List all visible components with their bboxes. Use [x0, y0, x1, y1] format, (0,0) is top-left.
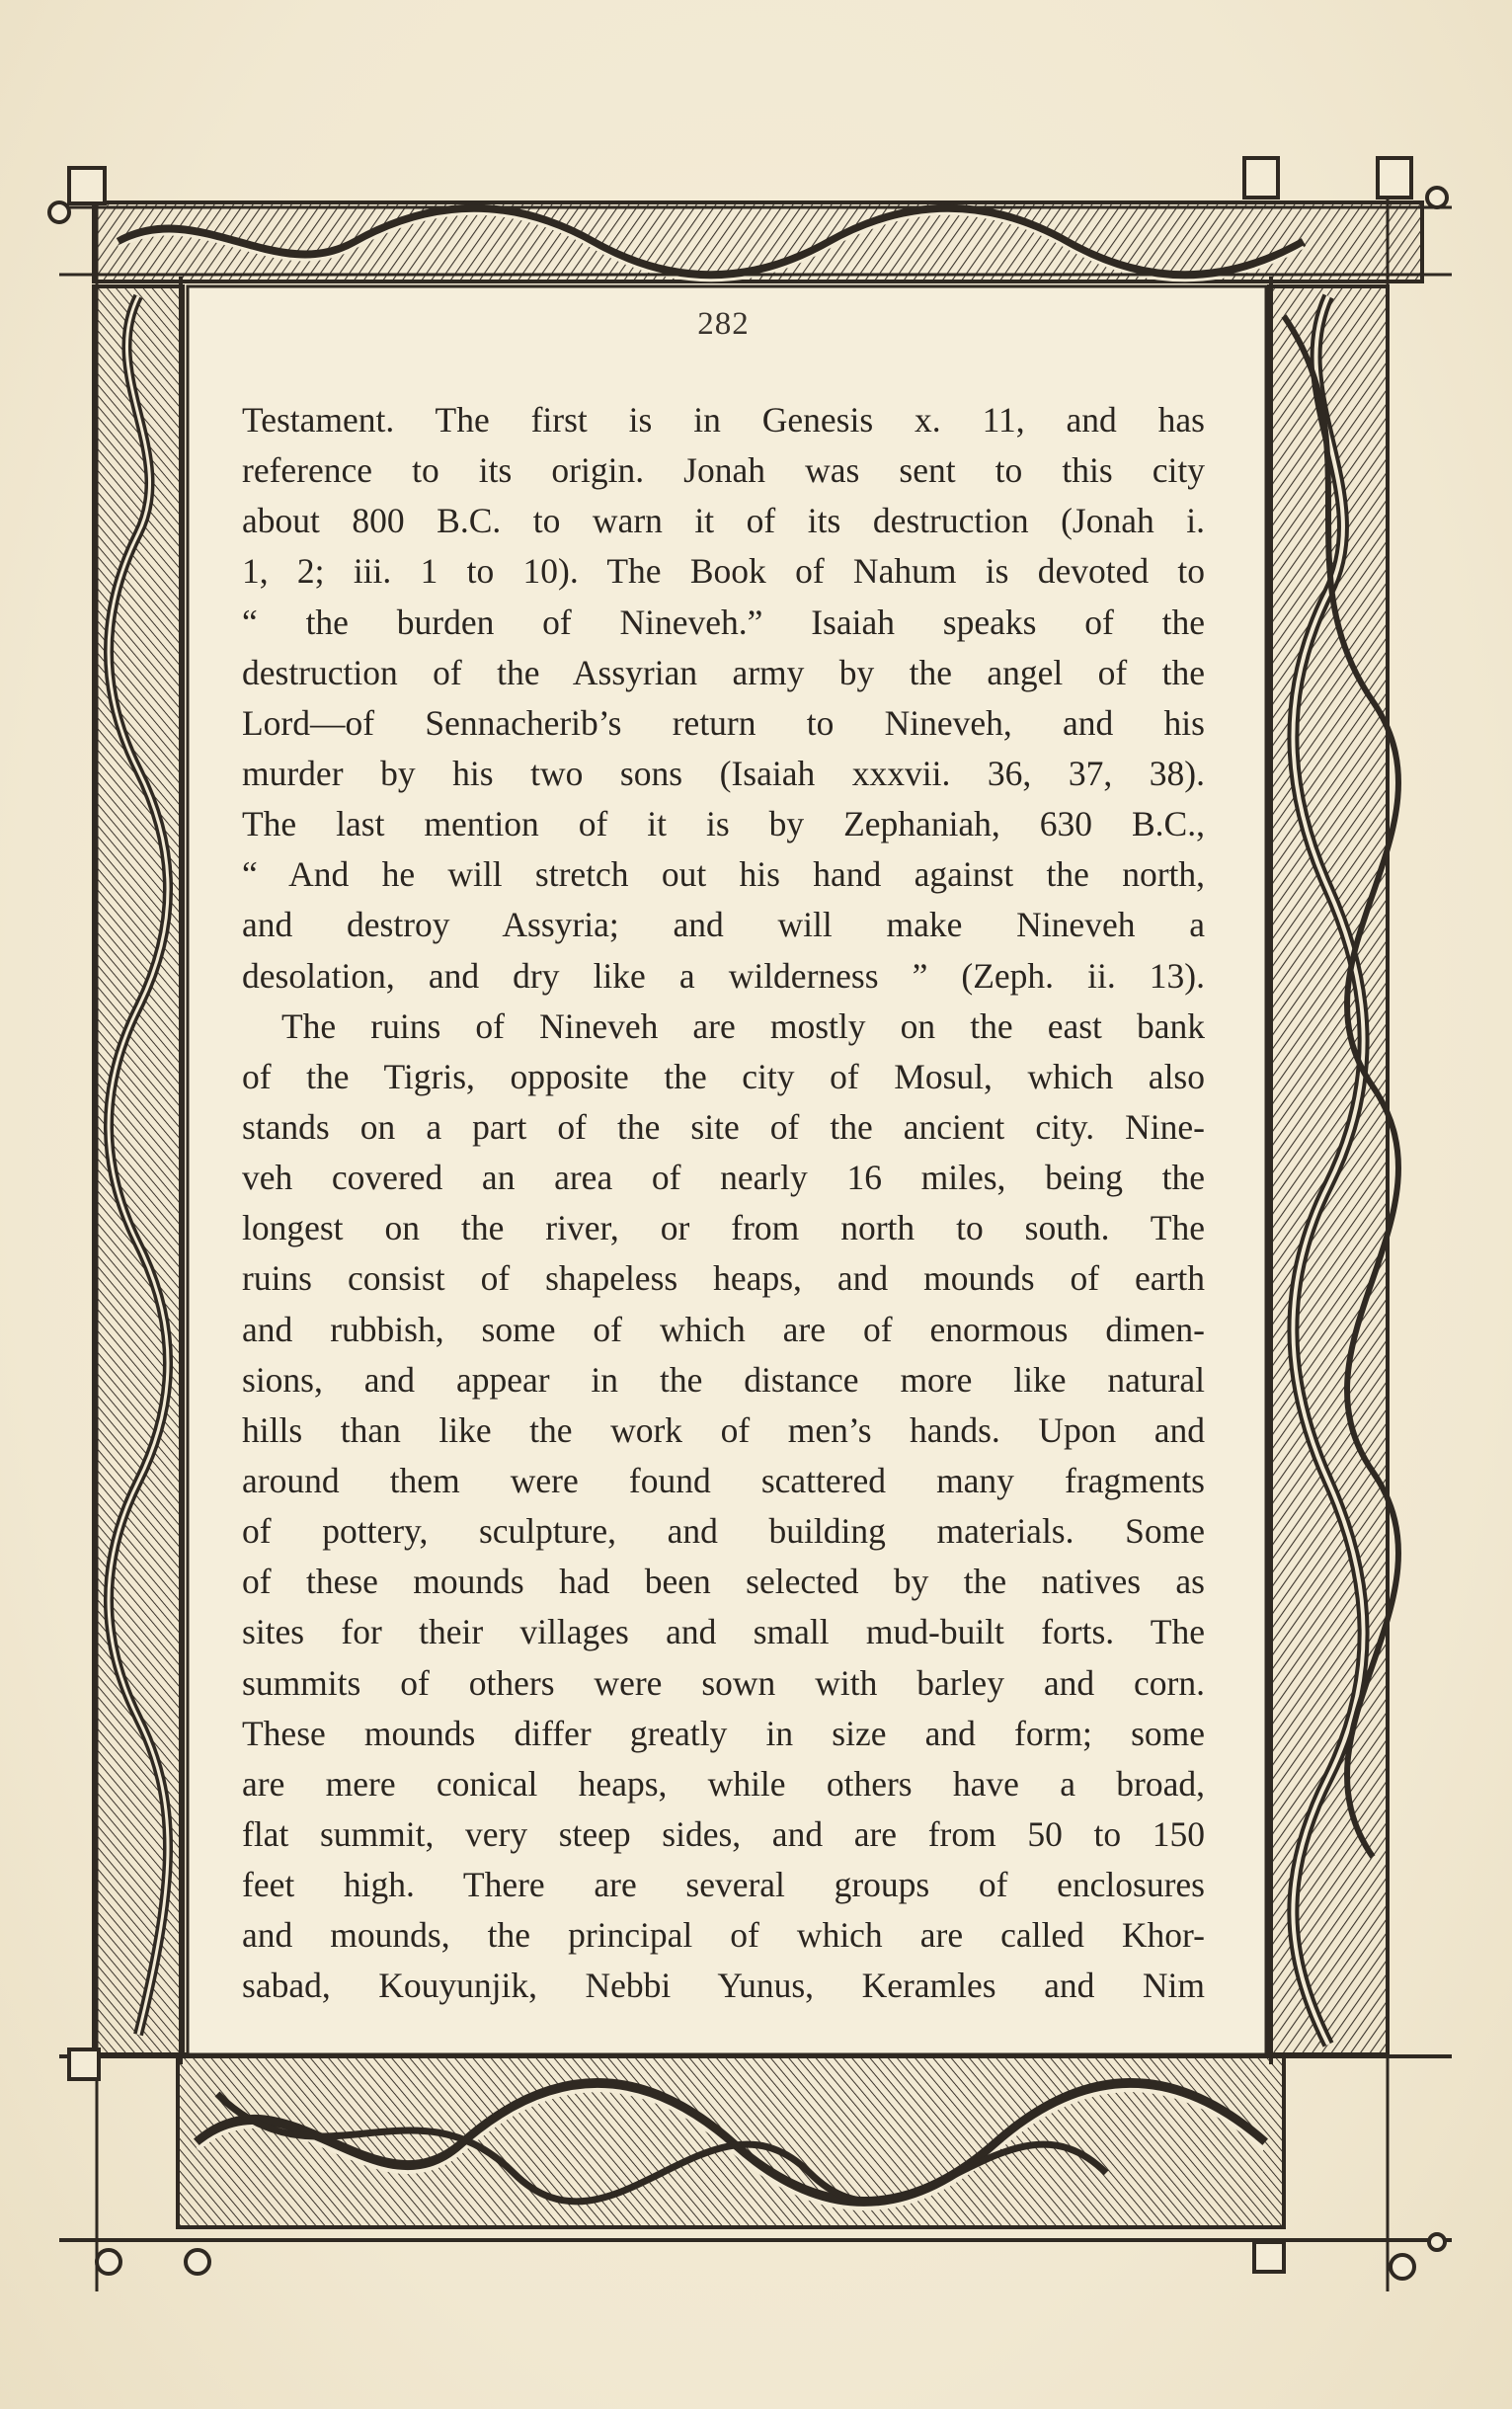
text-line: longest on the river, or from north to south. The: [242, 1208, 1205, 1248]
text-line: of the Tigris, opposite the city of Mosul, which also: [242, 1056, 1205, 1096]
text-line: sites for their villages and small mud-built forts. The: [242, 1612, 1205, 1652]
text-line: are mere conical heaps, while others have a broad,: [242, 1763, 1205, 1804]
text-line: murder by his two sons (Isaiah xxxvii. 36, 37, 38).: [242, 753, 1205, 793]
body-text: [242, 395, 1205, 2012]
top-border-band: [59, 202, 1452, 281]
text-line: flat summit, very steep sides, and are from 50 to 150: [242, 1813, 1205, 1854]
bottom-border-band: [59, 2054, 1452, 2240]
page-number: 282: [697, 306, 750, 342]
text-line: around them were found scattered many fragments: [242, 1460, 1205, 1500]
text-line: “ And he will stretch out his hand against the north,: [242, 854, 1205, 895]
text-line: desolation, and dry like a wilderness ” (Zeph. ii. 13).: [242, 955, 1205, 996]
text-line: and mounds, the principal of which are called Khor-: [242, 1915, 1205, 1956]
text-line: The ruins of Nineveh are mostly on the east bank: [281, 1005, 1205, 1046]
text-line: Lord—of Sennacherib’s return to Nineveh, and his: [242, 702, 1205, 743]
text-line: Testament. The first is in Genesis x. 11, and has: [242, 400, 1205, 440]
text-line: reference to its origin. Jonah was sent to this city: [242, 450, 1205, 491]
text-line: 1, 2; iii. 1 to 10). The Book of Nahum is devoted to: [242, 551, 1205, 592]
text-line: destruction of the Assyrian army by the angel of the: [242, 652, 1205, 692]
text-line: about 800 B.C. to warn it of its destruction (Jonah i.: [242, 501, 1205, 541]
text-line: These mounds differ greatly in size and form; some: [242, 1713, 1205, 1753]
text-line: veh covered an area of nearly 16 miles, being the: [242, 1158, 1205, 1198]
text-line: and rubbish, some of which are of enormous dimen-: [242, 1309, 1205, 1349]
text-line: feet high. There are several groups of enclosures: [242, 1865, 1205, 1905]
text-line: sabad, Kouyunjik, Nebbi Yunus, Keramles and Nim: [242, 1966, 1205, 2006]
text-line: summits of others were sown with barley and corn.: [242, 1662, 1205, 1703]
text-line: ruins consist of shapeless heaps, and mounds of earth: [242, 1258, 1205, 1299]
left-border-band: [94, 168, 183, 2291]
text-line: sions, and appear in the distance more like natural: [242, 1359, 1205, 1400]
text-line: The last mention of it is by Zephaniah, 630 B.C.,: [242, 804, 1205, 844]
text-line: stands on a part of the site of the ancient city. Nine-: [242, 1106, 1205, 1147]
text-line: hills than like the work of men’s hands. Upon and: [242, 1409, 1205, 1450]
text-block: [242, 306, 1205, 2005]
right-border-band: [1269, 168, 1398, 2291]
text-line: “ the burden of Nineveh.” Isaiah speaks of the: [242, 602, 1205, 642]
text-line: of pottery, sculpture, and building materials. Some: [242, 1511, 1205, 1552]
text-line: and destroy Assyria; and will make Nineveh a: [242, 905, 1205, 945]
text-line: of these mounds had been selected by the natives as: [242, 1562, 1205, 1602]
